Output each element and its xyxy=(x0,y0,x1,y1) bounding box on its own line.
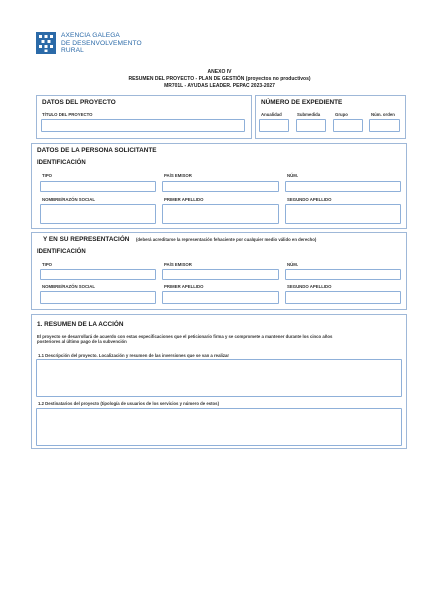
xunta-emblem-icon xyxy=(36,32,56,54)
rep-nombre-input[interactable] xyxy=(40,291,156,304)
applicant-identification-heading: IDENTIFICACIÓN xyxy=(37,160,86,166)
anualidad-label: Anualidad xyxy=(261,112,282,117)
submedida-input[interactable] xyxy=(296,119,326,132)
applicant-section xyxy=(31,143,407,229)
rep-tipo-input[interactable] xyxy=(40,269,156,280)
submedida-label: Submedida xyxy=(297,112,321,117)
beneficiaries-question: 1.2 Destinatarios del proyecto (tipología de usuarios de los servicios y número de estos) xyxy=(38,401,219,406)
summary-intro-line-2: posteriores al último pago de la subvención xyxy=(37,339,127,344)
rep-apellido2-input[interactable] xyxy=(285,291,401,304)
representative-identification-heading: IDENTIFICACIÓN xyxy=(37,249,86,255)
applicant-apellido2-input[interactable] xyxy=(285,204,401,224)
rep-apellido1-input[interactable] xyxy=(162,291,279,304)
applicant-apellido1-label: PRIMER APELLIDO xyxy=(164,197,204,202)
rep-apellido1-label: PRIMER APELLIDO xyxy=(164,284,204,289)
grupo-label: Grupo xyxy=(335,112,348,117)
rep-tipo-label: TIPO xyxy=(42,262,53,267)
representative-section-title: Y EN SU REPRESENTACIÓN xyxy=(43,236,130,243)
beneficiaries-textarea[interactable] xyxy=(36,408,402,446)
logo xyxy=(36,32,146,56)
applicant-nombre-label: NOMBRE/RAZÓN SOCIAL xyxy=(42,197,95,202)
rep-pais-input[interactable] xyxy=(162,269,279,280)
rep-apellido2-label: SEGUNDO APELLIDO xyxy=(287,284,332,289)
expediente-section xyxy=(255,95,406,139)
description-textarea[interactable] xyxy=(36,359,402,397)
num-orden-input[interactable] xyxy=(369,119,400,132)
rep-nombre-label: NOMBRE/RAZÓN SOCIAL xyxy=(42,284,95,289)
rep-pais-label: PAÍS EMISOR xyxy=(164,262,192,267)
description-question: 1.1 Descripción del proyecto. Localización y resumen de las inversiones que se van a realizar xyxy=(38,353,230,358)
project-title-input[interactable] xyxy=(41,119,245,132)
logo-line-3: RURAL xyxy=(61,47,84,55)
form-subtitle: MR701L - AYUDAS LEADER. PEPAC 2023-2027 xyxy=(164,83,275,89)
logo-line-1: AXENCIA GALEGA xyxy=(61,32,120,39)
rep-num-input[interactable] xyxy=(285,269,401,280)
anualidad-input[interactable] xyxy=(259,119,289,132)
applicant-section-title: DATOS DE LA PERSONA SOLICITANTE xyxy=(37,147,157,154)
project-title-label: TÍTULO DEL PROYECTO xyxy=(42,112,93,117)
expediente-section-title: NÚMERO DE EXPEDIENTE xyxy=(261,99,343,106)
logo-line-2: DE DESENVOLVEMENTO xyxy=(61,39,142,47)
project-section-title: DATOS DEL PROYECTO xyxy=(42,99,116,106)
form-title: RESUMEN DEL PROYECTO - PLAN DE GESTIÓN (proyectos no productivos) xyxy=(128,76,311,82)
project-section xyxy=(36,95,252,139)
applicant-apellido2-label: SEGUNDO APELLIDO xyxy=(287,197,332,202)
applicant-tipo-input[interactable] xyxy=(40,181,156,192)
representative-section xyxy=(31,232,407,310)
num-orden-label: Núm. orden xyxy=(371,112,395,117)
summary-section xyxy=(31,314,407,449)
annex-label: ANEXO IV xyxy=(207,69,232,75)
applicant-nombre-input[interactable] xyxy=(40,204,156,224)
rep-num-label: NÚM. xyxy=(287,262,298,267)
representative-note: (deberá acreditarse la representación fehaciente por cualquier medio válido en derecho) xyxy=(136,237,317,242)
applicant-pais-input[interactable] xyxy=(162,181,279,192)
applicant-pais-label: PAÍS EMISOR xyxy=(164,173,192,178)
grupo-input[interactable] xyxy=(333,119,363,132)
applicant-num-input[interactable] xyxy=(285,181,401,192)
applicant-tipo-label: TIPO xyxy=(42,173,53,178)
summary-intro-line-1: El proyecto se desarrollará de acuerdo con estas especificaciones que el peticionario firma y se compromete a mantener durante los cinco años xyxy=(37,334,333,339)
summary-section-title: 1. RESUMEN DE LA ACCIÓN xyxy=(37,321,124,328)
applicant-apellido1-input[interactable] xyxy=(162,204,279,224)
applicant-num-label: NÚM. xyxy=(287,173,298,178)
